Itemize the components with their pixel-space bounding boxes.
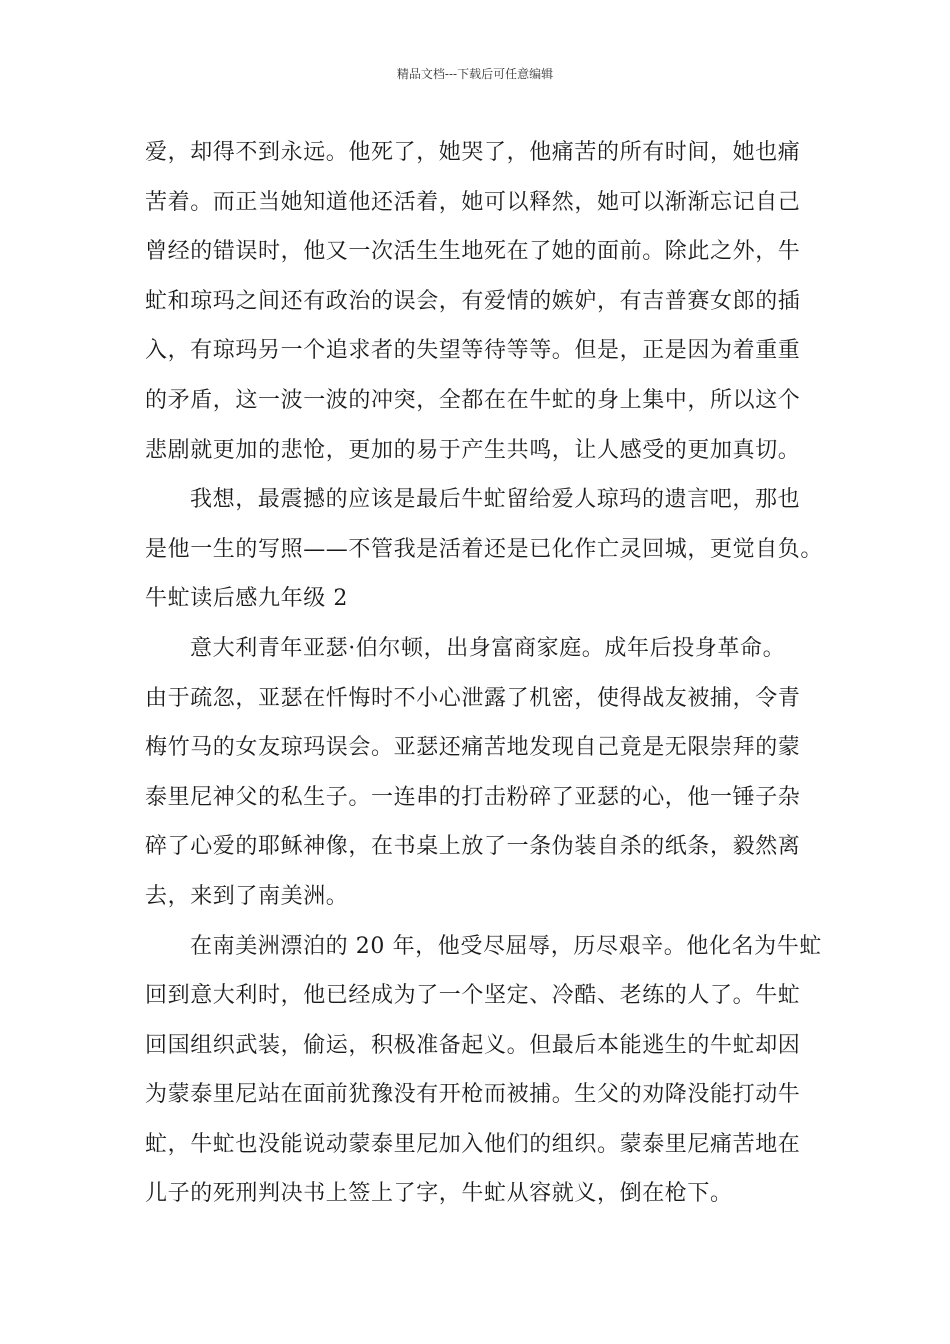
text-line: 苦着。而正当她知道他还活着，她可以释然，她可以渐渐忘记自己 [145,189,801,215]
text-line: 回到意大利时，他已经成为了一个坚定、冷酷、老练的人了。牛虻 [145,983,801,1009]
text-line: 梅竹马的女友琼玛误会。亚瑟还痛苦地发现自己竟是无限崇拜的蒙 [145,735,801,761]
text-line: 入，有琼玛另一个追求者的失望等待等等。但是，正是因为着重重 [145,338,801,364]
paragraph-first-line: 在南美洲漂泊的 20 年，他受尽屈辱，历尽艰辛。他化名为牛虻 [190,933,822,959]
section-heading: 牛虻读后感九年级 2 [145,586,348,612]
text-line: 悲剧就更加的悲怆，更加的易于产生共鸣，让人感受的更加真切。 [145,437,801,463]
paragraph-first-line: 意大利青年亚瑟·伯尔顿，出身富商家庭。成年后投身革命。 [190,635,786,661]
text-line: 是他一生的写照——不管我是活着还是已化作亡灵回城，更觉自负。 [145,536,824,562]
document-body [145,128,824,1219]
text-line: 碎了心爱的耶稣神像，在书桌上放了一条伪装自杀的纸条，毅然离 [145,834,801,860]
text-line: 回国组织武装，偷运，积极准备起义。但最后本能逃生的牛虻却因 [145,1032,801,1058]
paragraph-first-line: 我想，最震撼的应该是最后牛虻留给爱人琼玛的遗言吧，那也 [190,487,801,513]
text-line: 曾经的错误时，他又一次活生生地死在了她的面前。除此之外，牛 [145,239,801,265]
page-header: 精品文档---下载后可任意编辑 [396,67,554,81]
text-line: 由于疏忽，亚瑟在忏悔时不小心泄露了机密，使得战友被捕，令青 [145,685,801,711]
text-line: 的矛盾，这一波一波的冲突，全都在在牛虻的身上集中，所以这个 [145,387,801,413]
text-line: 为蒙泰里尼站在面前犹豫没有开枪而被捕。生父的劝降没能打动牛 [145,1082,801,1108]
text-line: 虻和琼玛之间还有政治的误会，有爱情的嫉妒，有吉普赛女郎的插 [145,288,801,314]
text-line: 泰里尼神父的私生子。一连串的打击粉碎了亚瑟的心，他一锤子杂 [145,784,801,810]
text-line: 去，来到了南美洲。 [145,883,349,909]
text-line: 儿子的死刑判决书上签上了字，牛虻从容就义，倒在枪下。 [145,1181,733,1207]
text-line: 虻，牛虻也没能说动蒙泰里尼加入他们的组织。蒙泰里尼痛苦地在 [145,1131,801,1157]
text-line: 爱，却得不到永远。他死了，她哭了，他痛苦的所有时间，她也痛 [145,140,801,165]
